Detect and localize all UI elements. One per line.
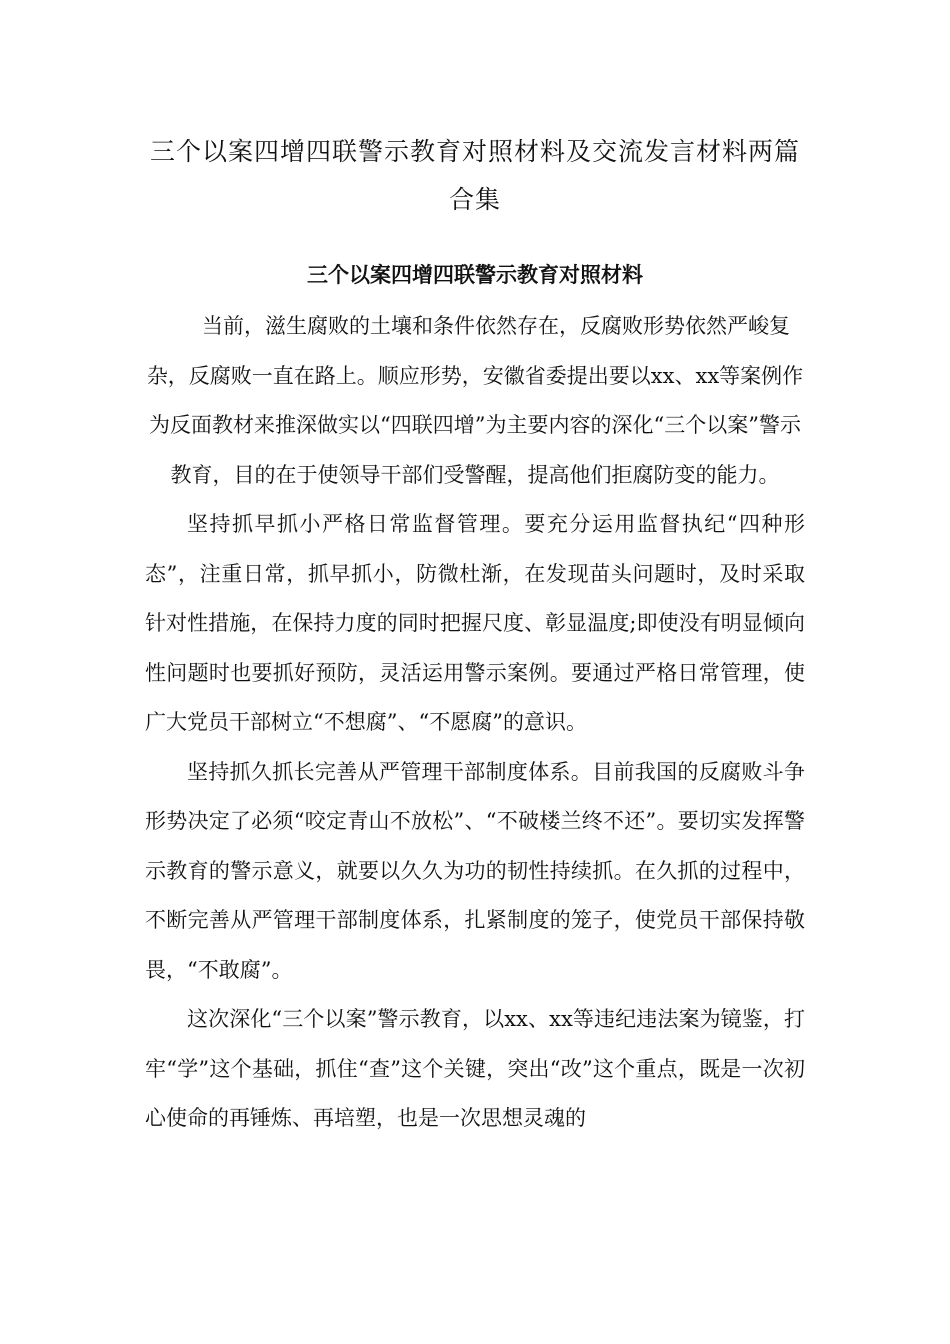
document-body: [145, 302, 805, 1144]
paragraph-intro: 当前，滋生腐败的土壤和条件依然存在，反腐败形势依然严峻复杂，反腐败一直在路上。顺应形势，安徽省委提出要以xx、xx等案例作为反面教材来推深做实以“四联四增”为主要内容的深化“三个以案”警示教育，目的在于使领导干部们受警醒，提高他们拒腐防变的能力。: [146, 314, 804, 487]
document-title: 三个以案四增四联警示教育对照材料及交流发言材料两篇合集: [149, 137, 800, 214]
paragraph-system: 坚持抓久抓长完善从严管理干部制度体系。目前我国的反腐败斗争形势决定了必须“咬定青山不放松”、“不破楼兰终不还”。要切实发挥警示教育的警示意义，就要以久久为功的韧性持续抓。在久抓的过程中，不断完善从严管理干部制度体系，扎紧制度的笼子，使党员干部保持敬畏，“不敢腐”。: [145, 759, 805, 982]
paragraph-education: 这次深化“三个以案”警示教育，以xx、xx等违纪违法案为镜鉴，打牢“学”这个基础，抓住“查”这个关键，突出“改”这个重点，既是一次初心使命的再锤炼、再培塑，也是一次思想灵魂的: [145, 1007, 805, 1130]
section-title: 三个以案四增四联警示教育对照材料: [307, 263, 643, 287]
paragraph-supervision: 坚持抓早抓小严格日常监督管理。要充分运用监督执纪“四种形态”，注重日常，抓早抓小，防微杜渐，在发现苗头问题时，及时采取针对性措施，在保持力度的同时把握尺度、彰显温度;即使没有明显倾向性问题时也要抓好预防，灵活运用警示案例。要通过严格日常管理，使广大党员干部树立“不想腐”、“不愿腐”的意识。: [145, 512, 805, 734]
